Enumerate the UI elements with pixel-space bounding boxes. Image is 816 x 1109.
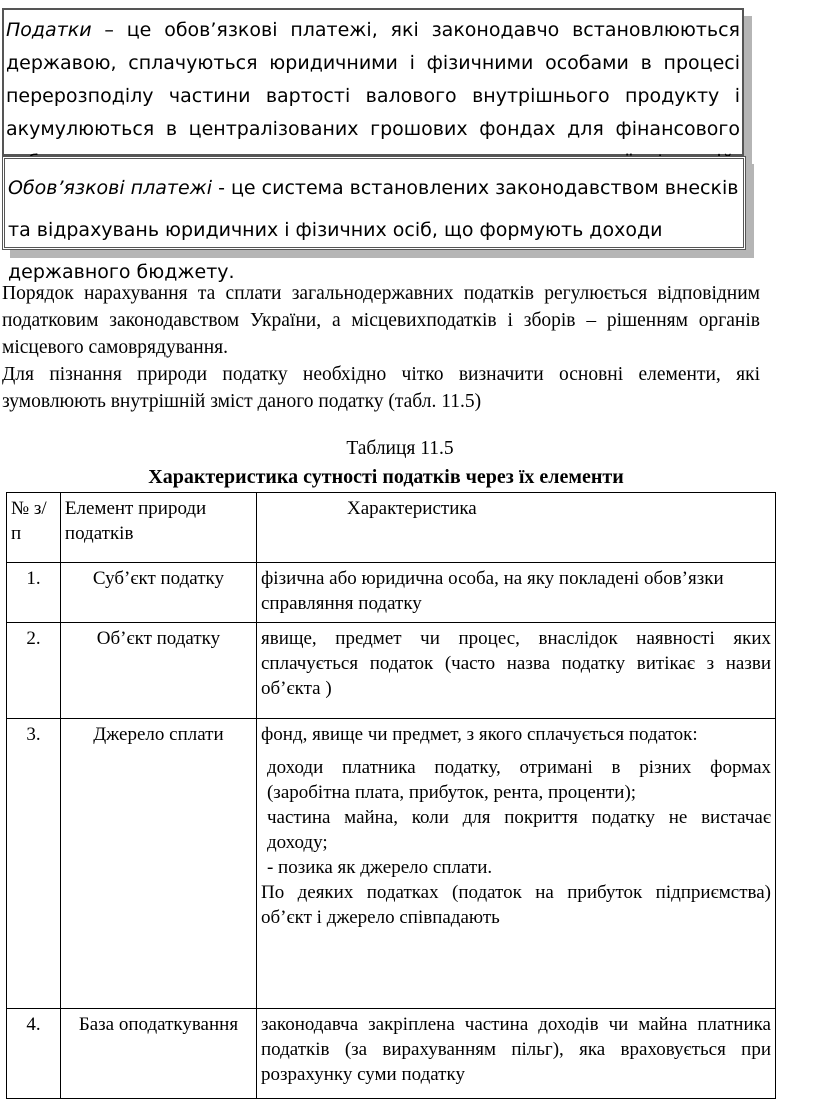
row-note: По деяких податках (податок на прибуток підприємства) об’єкт і джерело співпадають bbox=[260, 882, 771, 928]
row-desc: законодавча закріплена частина доходів чи майна платника податків (за вирахуванням пільг), яка враховується при розрахунку суми податку bbox=[256, 1009, 775, 1099]
row-desc-cell bbox=[256, 719, 775, 1009]
definition-box-payments bbox=[2, 156, 746, 283]
row-number: 3. bbox=[7, 719, 61, 1009]
definition-payments-text: - це система встановлених законодавством внесків та відрахувань юридичних і фізичних осіб, що формують доходи державного бюджету. bbox=[8, 177, 739, 283]
row-number: 2. bbox=[7, 623, 61, 719]
definition-taxes-text: – це обов’язкові платежі, які законодавчо встановлюються державою, сплачуються юридичними і фізичними особами в процесі перерозподілу частини вартості валового внутрішнього продукту і акумулюються в централізованих грошових фондах для фінансового bbox=[6, 19, 740, 140]
table-title: Характеристика сутності податків через їх елементи bbox=[148, 466, 624, 488]
body-text bbox=[2, 280, 760, 415]
row-element: Джерело сплати bbox=[60, 719, 256, 1009]
definition-taxes bbox=[6, 14, 740, 179]
table-row bbox=[7, 1009, 776, 1099]
source-item: частина майна, коли для покриття податку не вистачає доходу; bbox=[266, 807, 771, 853]
row-desc: фізична або юридична особа, на яку покладені обов’язки справляння податку bbox=[256, 563, 775, 623]
paragraph-1: Порядок нарахування та сплати загальнодержавних податків регулюється відповідним податковим законодавством України, а місцевихподатків і зборів – рішенням органів місцевого самоврядування. bbox=[2, 283, 760, 358]
table-row bbox=[7, 719, 776, 1009]
table-row bbox=[7, 563, 776, 623]
row-desc: явище, предмет чи процес, внаслідок наявності яких сплачується податок (часто назва податку витікає з назви об’єкта ) bbox=[256, 623, 775, 719]
table-row bbox=[7, 623, 776, 719]
header-number: № з/п bbox=[7, 493, 61, 563]
term-payments: Обов’язкові платежі bbox=[8, 177, 213, 199]
elements-table bbox=[6, 492, 776, 1099]
row-desc: фонд, явище чи предмет, з якого сплачується податок: bbox=[260, 724, 698, 745]
row-element: База оподаткування bbox=[60, 1009, 256, 1099]
source-item: - позика як джерело сплати. bbox=[266, 857, 493, 878]
row-number: 1. bbox=[7, 563, 61, 623]
table-caption: Таблиця 11.5 bbox=[346, 438, 454, 459]
row-element: Об’єкт податку bbox=[60, 623, 256, 719]
term-taxes: Податки bbox=[6, 19, 92, 41]
row-number: 4. bbox=[7, 1009, 61, 1099]
definition-box-taxes bbox=[2, 8, 744, 156]
source-item: доходи платника податку, отримані в різних формах (заробітна плата, прибуток, рента, проценти); bbox=[266, 757, 771, 803]
header-element: Елемент природи податків bbox=[60, 493, 256, 563]
table-header-row bbox=[7, 493, 776, 563]
paragraph-2: Для пізнання природи податку необхідно чітко визначити основні елементи, які зумовлюють внутрішній зміст даного податку (табл. 11.5) bbox=[2, 364, 760, 412]
definition-payments bbox=[8, 167, 740, 293]
row-element: Суб’єкт податку bbox=[60, 563, 256, 623]
header-characteristic: Характеристика bbox=[256, 493, 775, 563]
